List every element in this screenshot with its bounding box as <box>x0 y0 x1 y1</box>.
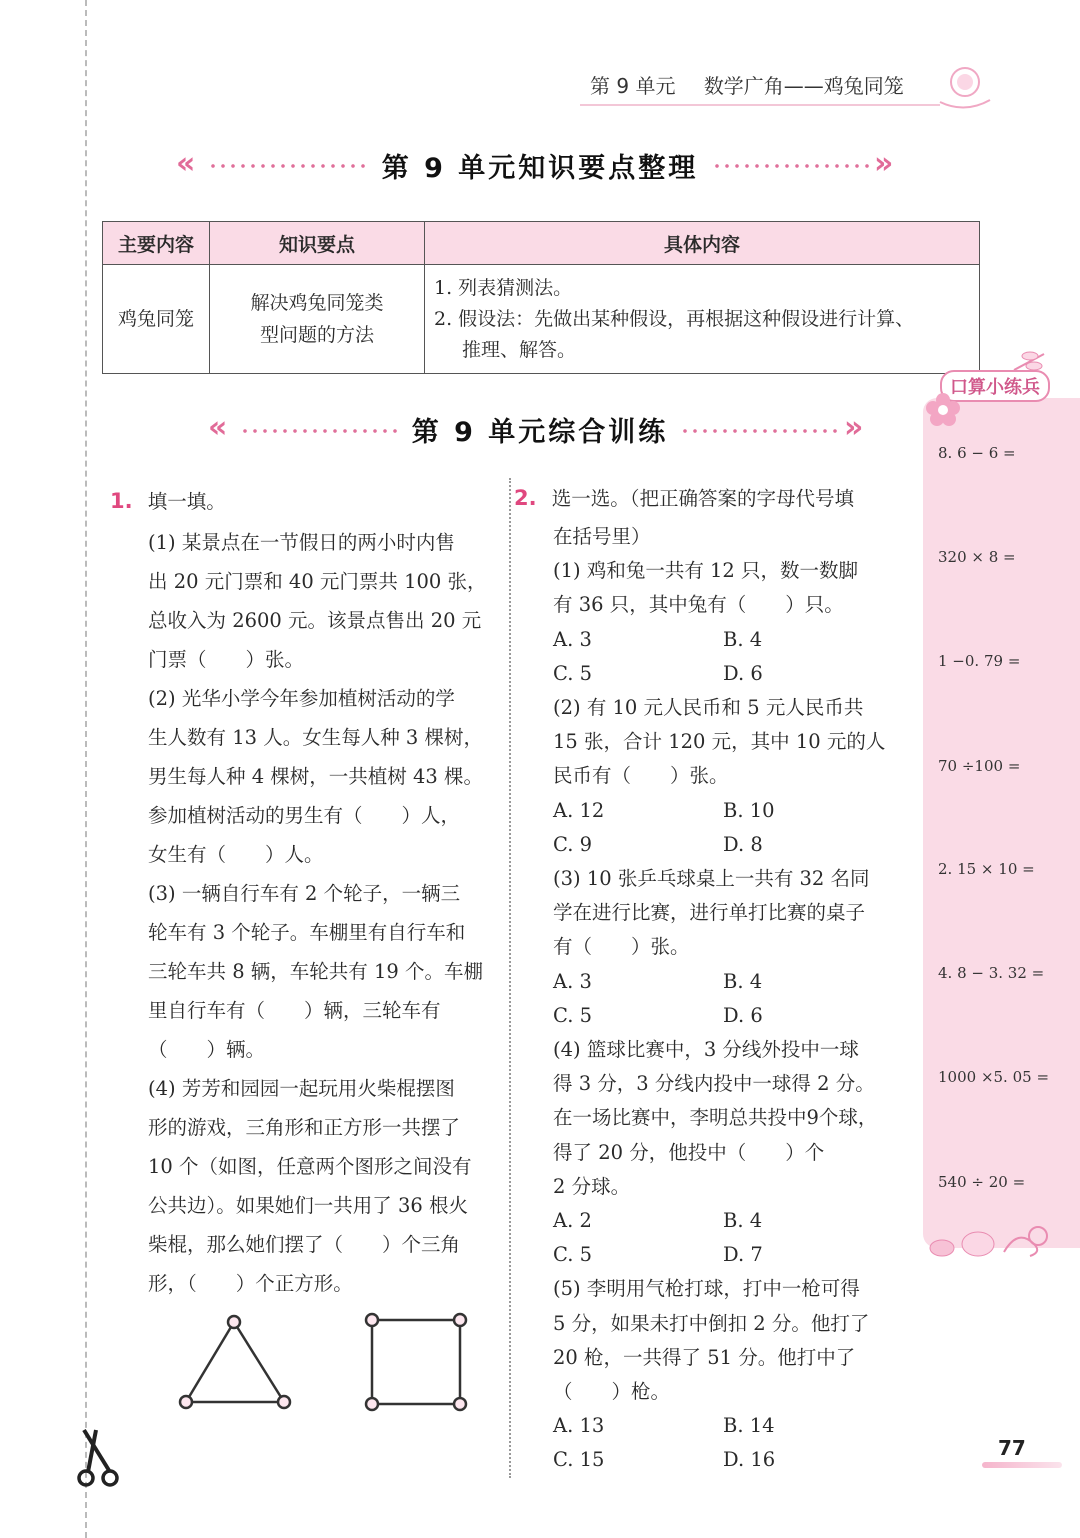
q2-s3-line: 有（ ）张。 <box>553 935 690 959</box>
content-line: 2. 假设法：先做出某种假设，再根据这种假设进行计算、 <box>434 307 915 330</box>
content-line: 推理、解答。 <box>462 338 577 361</box>
table-header-cell: 知识要点 <box>210 222 425 265</box>
calc-item: 320 × 8 = <box>938 548 1016 566</box>
q2-s1-line: 有 36 只，其中兔有（ ）只。 <box>553 593 844 617</box>
q1-line: (2) 光华小学今年参加植树活动的学 <box>148 687 455 710</box>
flower-icon <box>924 392 962 428</box>
q2-s5-line: 20 枪，一共得了 51 分。他打中了 <box>553 1345 856 1369</box>
q2-s2-options <box>553 828 913 862</box>
q1-line: 门票（ ）张。 <box>148 648 305 671</box>
q2-s4-line: 得了 20 分，他投中（ ）个 <box>553 1140 825 1164</box>
table-row <box>103 265 980 374</box>
q2-s4-line: 在一场比赛中，李明总共投中9个球， <box>553 1106 878 1130</box>
q2-s4-options <box>553 1238 913 1272</box>
section-title-training: 第 9 单元综合训练 <box>411 417 669 448</box>
knowledge-table <box>102 221 980 374</box>
title-dotline-right <box>712 164 872 168</box>
table-cell-main: 鸡兔同笼 <box>103 265 210 374</box>
q2-s2-line: 民币有（ ）张。 <box>553 764 729 788</box>
q1-heading <box>110 482 226 521</box>
option: C. 15 <box>553 1448 605 1472</box>
q1-line: （ ）辆。 <box>148 1038 266 1061</box>
q2-s1-options <box>553 657 913 691</box>
points-line: 解决鸡兔同笼类 <box>250 292 384 314</box>
unit-title: 数学广角——鸡兔同笼 <box>703 74 904 98</box>
q1-line: 形的游戏，三角形和正方形一共摆了 <box>148 1116 461 1139</box>
q2-s4-line: 得 3 分，3 分线内投中一球得 2 分。 <box>553 1072 875 1096</box>
calc-item: 8. 6 − 6 = <box>938 444 1016 462</box>
q1-line: (4) 芳芳和园园一起玩用火柴棍摆图 <box>148 1077 455 1100</box>
option: D. 6 <box>723 1003 763 1027</box>
option: B. 4 <box>723 627 763 651</box>
points-line: 型问题的方法 <box>259 324 374 346</box>
option: B. 4 <box>723 969 763 993</box>
q1-line: 轮车有 3 个轮子。车棚里有自行车和 <box>148 921 466 944</box>
q1-line: (1) 某景点在一节假日的两小时内售 <box>148 531 455 554</box>
q1-body <box>148 523 503 1303</box>
option: B. 10 <box>723 798 775 822</box>
page-header <box>590 70 926 99</box>
q1-line: (3) 一辆自行车有 2 个轮子，一辆三 <box>148 882 461 905</box>
q2-heading <box>514 482 909 516</box>
q2-s1-line: (1) 鸡和兔一共有 12 只，数一数脚 <box>553 559 859 583</box>
q2-s5-options <box>553 1409 913 1443</box>
q1-line: 生人数有 13 人。女生每人种 3 棵树， <box>148 726 484 749</box>
q1-line: 形，（ ）个正方形。 <box>148 1272 353 1295</box>
q2-s3-options <box>553 965 913 999</box>
q2-s2-options <box>553 794 913 828</box>
option: D. 6 <box>723 661 763 685</box>
q1-number: 1. <box>110 489 133 513</box>
q2-title-line: 在括号里） <box>553 525 651 548</box>
q2-s5-options <box>553 1443 913 1477</box>
q1-line: 参加植树活动的男生有（ ）人， <box>148 804 461 827</box>
table-header-row <box>103 222 980 265</box>
option: B. 14 <box>723 1414 775 1438</box>
option: A. 12 <box>553 798 605 822</box>
title-dotline-left <box>240 429 402 433</box>
sidebar-title: 口算小练兵 <box>940 370 1050 402</box>
page-number-bar <box>982 1462 1062 1468</box>
option: D. 16 <box>723 1448 776 1472</box>
q2-number: 2. <box>514 486 537 510</box>
calc-item: 2. 15 × 10 = <box>938 860 1035 878</box>
q2-s2-line: (2) 有 10 元人民币和 5 元人民币共 <box>553 696 864 720</box>
q1-line: 公共边）。如果她们一共用了 36 根火 <box>148 1194 468 1217</box>
q1-line: 柴棍，那么她们摆了（ ）个三角 <box>148 1233 461 1256</box>
matchstick-figures <box>172 1310 482 1420</box>
q1-title: 填一填。 <box>147 490 226 513</box>
q1-line: 出 20 元门票和 40 元门票共 100 张， <box>148 570 487 593</box>
option: B. 4 <box>723 1209 763 1233</box>
q2-s3-line: (3) 10 张乒乓球桌上一共有 32 名同 <box>553 867 870 891</box>
section-title-knowledge: 第 9 单元知识要点整理 <box>381 153 699 184</box>
q2-title: 选一选。（把正确答案的字母代号填 <box>551 487 854 510</box>
q2-s5-line: 5 分，如果未打中倒扣 2 分。他打了 <box>553 1311 870 1335</box>
q2-s4-line: 2 分球。 <box>553 1174 631 1198</box>
calc-item: 70 ÷100 = <box>938 757 1021 775</box>
title-dotline-left <box>208 164 368 168</box>
table-cell-points <box>210 265 425 374</box>
q1-line: 总收入为 2600 元。该景点售出 20 元 <box>148 609 482 632</box>
option: A. 2 <box>553 1209 592 1233</box>
q2-body <box>553 520 913 1478</box>
q2-s2-line: 15 张，合计 120 元，其中 10 元的人 <box>553 730 886 754</box>
q1-line: 女生有（ ）人。 <box>148 843 324 866</box>
q2-s5-line: （ ）枪。 <box>553 1380 671 1404</box>
calc-item: 1000 ×5. 05 = <box>938 1068 1050 1086</box>
q2-s3-options <box>553 999 913 1033</box>
option: D. 8 <box>723 832 763 856</box>
shell-decoration-icon <box>926 1222 1056 1266</box>
calc-item: 1 −0. 79 = <box>938 652 1021 670</box>
q2-s3-line: 学在进行比赛，进行单打比赛的桌子 <box>553 901 866 925</box>
flower-decoration-icon <box>935 62 995 112</box>
option: D. 7 <box>723 1243 763 1267</box>
header-underline <box>580 104 940 106</box>
q2-s4-line: (4) 篮球比赛中，3 分线外投中一球 <box>553 1038 859 1062</box>
square-figure <box>366 1314 466 1410</box>
chevron-right-icon: » <box>874 146 894 181</box>
calc-item: 540 ÷ 20 = <box>938 1173 1026 1191</box>
unit-label: 第 9 单元 <box>590 74 676 98</box>
option: A. 13 <box>553 1414 605 1438</box>
option: C. 5 <box>553 1243 593 1267</box>
chevron-left-icon: « <box>176 146 196 181</box>
table-header-cell: 主要内容 <box>103 222 210 265</box>
option: C. 9 <box>553 832 593 856</box>
column-divider <box>509 478 511 1478</box>
scissors-icon <box>70 1428 130 1488</box>
page-number: 77 <box>998 1436 1026 1460</box>
option: A. 3 <box>553 627 592 651</box>
table-cell-content <box>425 265 980 374</box>
content-line: 1. 列表猜测法。 <box>434 276 573 299</box>
table-header-cell: 具体内容 <box>425 222 980 265</box>
title-dotline-right <box>680 429 842 433</box>
q2-s5-line: (5) 李明用气枪打球，打中一枪可得 <box>553 1277 860 1301</box>
cut-line <box>85 0 87 1538</box>
option: A. 3 <box>553 969 592 993</box>
q1-line: 三轮车共 8 辆，车轮共有 19 个。车棚 <box>148 960 484 983</box>
chevron-right-icon: » <box>844 410 864 445</box>
option: C. 5 <box>553 661 593 685</box>
calc-item: 4. 8 − 3. 32 = <box>938 964 1045 982</box>
chevron-left-icon: « <box>208 410 228 445</box>
q1-line: 10 个（如图，任意两个图形之间没有 <box>148 1155 472 1178</box>
q2-s4-options <box>553 1204 913 1238</box>
option: C. 5 <box>553 1003 593 1027</box>
q1-line: 男生每人种 4 棵树，一共植树 43 棵。 <box>148 765 484 788</box>
q2-s1-options <box>553 623 913 657</box>
mental-math-sidebar <box>923 398 1080 1248</box>
triangle-figure <box>180 1316 290 1408</box>
q1-line: 里自行车有（ ）辆，三轮车有 <box>148 999 441 1022</box>
